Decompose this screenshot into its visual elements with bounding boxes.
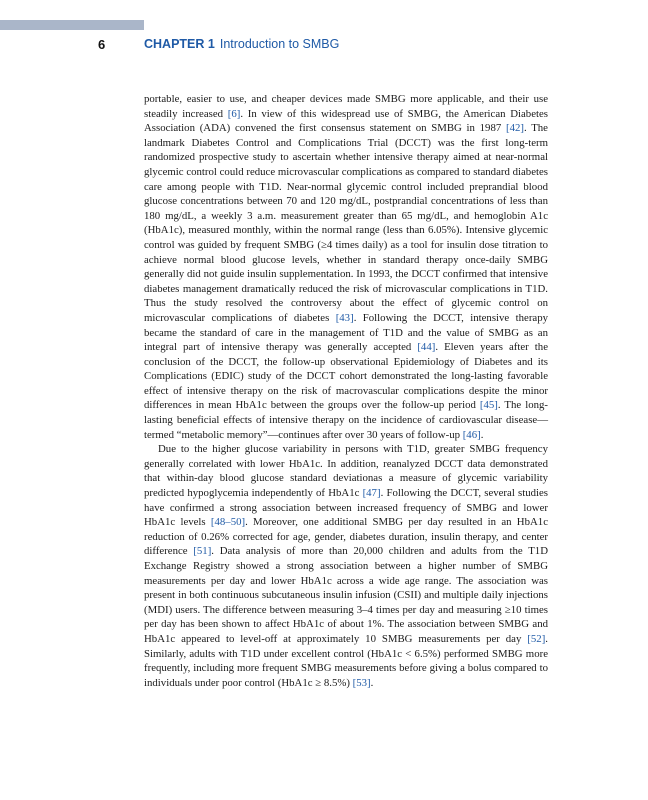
header-color-bar <box>0 20 144 30</box>
text-run: . The long-lasting beneficial effects of intensive therapy on the incidence of cardiovascular disease—termed “metabolic memory”—continues after over 30 years of follow-up <box>144 399 548 441</box>
text-run: . Moreover, one additional SMBG per day resulted in an HbA1c reduction of 0.26% corrected for age, gender, diabetes duration, insulin therapy, and center difference <box>144 516 548 558</box>
citation-link[interactable]: [45] <box>479 399 498 412</box>
citation-link[interactable]: [46] <box>462 428 481 441</box>
citation-link[interactable]: [6] <box>227 107 241 120</box>
citation-link[interactable]: [42] <box>505 122 524 135</box>
citation-link[interactable]: [48–50] <box>210 516 246 529</box>
paragraph <box>144 92 548 442</box>
text-run: . Data analysis of more than 20,000 children and adults from the T1D Exchange Registry showed a strong association between a higher number of SMBG measurements per day and lower HbA1c across a wide age range. The association was present in both continuous subcutaneous insulin infusion (CSII) and multiple daily injections (MDI) users. The difference between measuring 3–4 times per day and measuring ≥10 times per day has been shown to affect HbA1c of about 1%. The association between SMBG and HbA1c appeared to level-off at approximately 10 SMBG measurements per day <box>144 545 548 645</box>
chapter-title: Introduction to SMBG <box>219 37 340 51</box>
citation-link[interactable]: [44] <box>417 341 436 354</box>
text-run: . Similarly, adults with T1D under excellent control (HbA1c < 6.5%) performed SMBG more frequently, including more frequent SMBG measurements before giving a bolus compared to individuals under poor control (HbA1c ≥ 8.5%) <box>144 632 548 689</box>
running-head <box>144 37 339 51</box>
body-text <box>144 92 548 690</box>
text-run: . The landmark Diabetes Control and Complications Trial (DCCT) was the first long-term randomized prospective study to ascertain whether intensive therapy aimed at near-normal glycemic control could reduce microvascular complications as compared to standard diabetes care among people with T1D. Near-normal glycemic control included preprandial blood glucose concentrations between 70 and 120 mg/dL, postprandial concentrations of less than 180 mg/dL, a weekly 3 a.m. measurement greater than 65 mg/dL, and hemoglobin A1c (HbA1c), measured monthly, within the normal range (less than 6.05%). Intensive glycemic control was guided by frequent SMBG (≥4 times daily) as a tool for insulin dose titration to achieve normal blood glucose levels, whether in standard therapy once-daily SMBG generally did not guide insulin supplementation. In 1993, the DCCT confirmed that intensive diabetes management dramatically reduced the risk of microvascular complications in T1D. Thus the study resolved the controversy about the effect of glycemic control on microvascular complications of diabetes <box>144 122 548 324</box>
text-run: . Following the DCCT, several studies have confirmed a strong association between increased frequency of SMBG and lower HbA1c levels <box>144 487 548 529</box>
citation-link[interactable]: [51] <box>193 545 212 558</box>
text-run: . In view of this widespread use of SMBG, the American Diabetes Association (ADA) convened the first consensus statement on SMBG in 1987 <box>144 107 548 135</box>
citation-link[interactable]: [43] <box>335 311 354 324</box>
citation-link[interactable]: [53] <box>352 676 371 689</box>
text-run: . <box>480 428 484 441</box>
text-run: portable, easier to use, and cheaper devices made SMBG more applicable, and their use steadily increased <box>144 93 548 120</box>
text-run: . <box>370 676 374 689</box>
text-run: . Following the DCCT, intensive therapy became the standard of care in the management of T1D and the value of SMBG as an integral part of intensive therapy was generally accepted <box>144 311 548 354</box>
citation-link[interactable]: [47] <box>362 487 381 500</box>
text-run: Due to the higher glucose variability in persons with T1D, greater SMBG frequency generally correlated with lower HbA1c. In addition, reanalyzed DCCT data demonstrated that within-day blood glucose standard deviationas a measure of glycemic variability predicted hypoglycemia independently of HbA1c <box>144 443 548 500</box>
citation-link[interactable]: [52] <box>527 632 546 645</box>
text-run: . Eleven years after the conclusion of the DCCT, the follow-up observational Epidemiology of Diabetes and its Complications (EDIC) study of the DCCT cohort demonstrated the long-lasting favorable effect of intensive therapy on the risk of macrovascular complications despite the minor differences in mean HbA1c between the groups over the follow-up period <box>144 341 548 412</box>
chapter-label: CHAPTER 1 <box>144 37 215 51</box>
page-number: 6 <box>98 37 106 52</box>
paragraph <box>144 442 548 690</box>
